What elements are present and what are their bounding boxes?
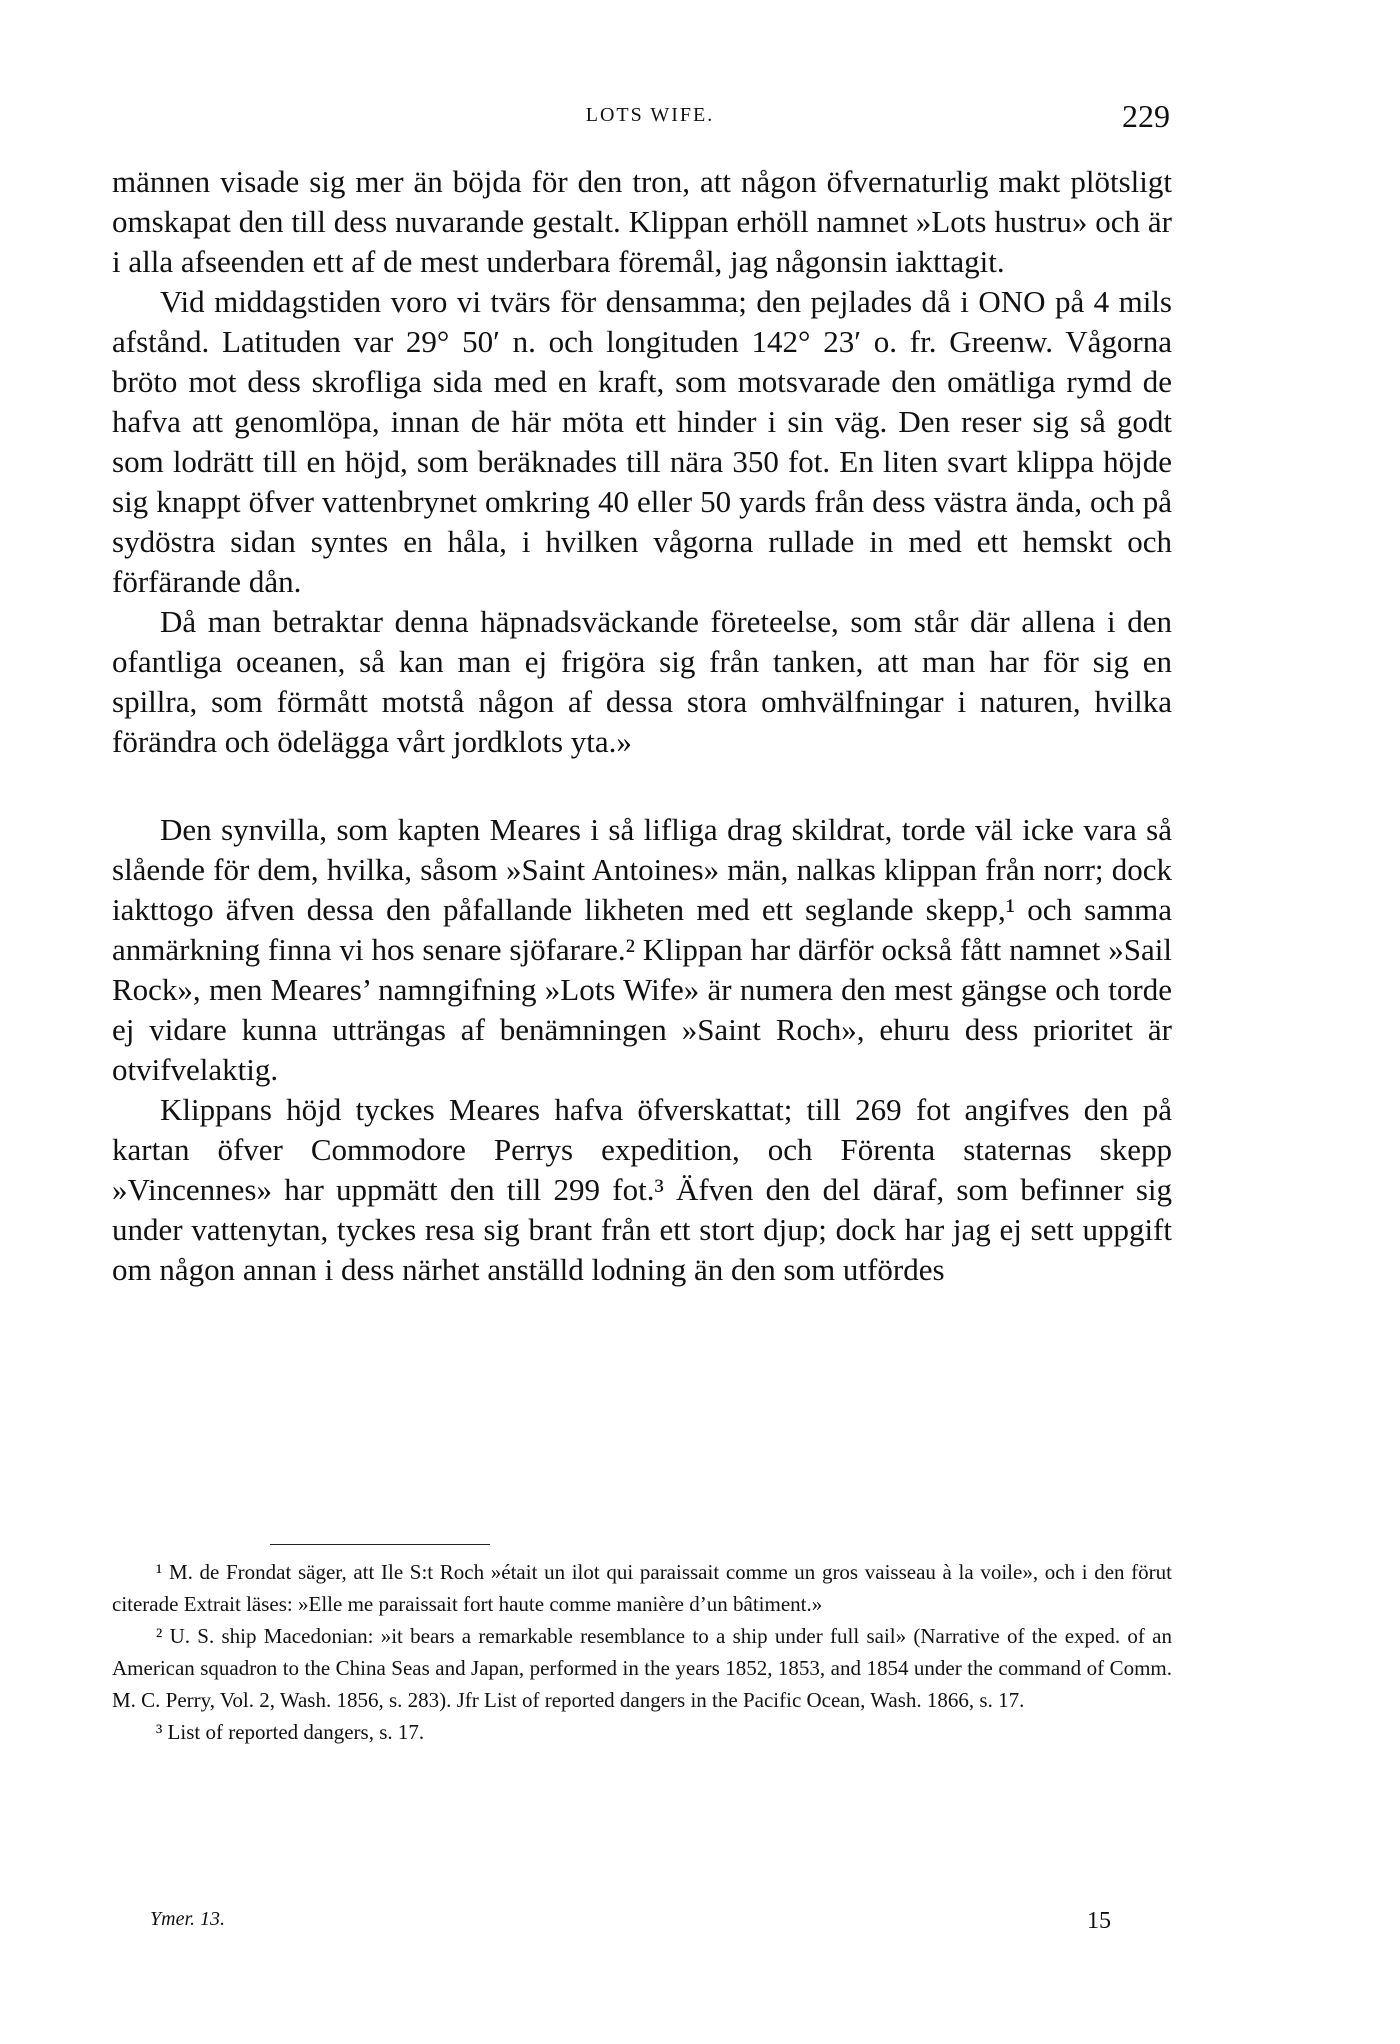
body-text: [112, 162, 1172, 1290]
paragraph: Vid middagstiden voro vi tvärs för densamma; den pejlades då i ONO på 4 mils afstånd. Latituden var 29° 50′ n. och longituden 142° 23′ o. fr. Greenw. Vågorna bröto mot dess skrofliga sida med en kraft, som motsvarade den omätliga rymd de hafva att genomlöpa, innan de här möta ett hinder i sin väg. Den reser sig så godt som lodrätt till en höjd, som beräknades till nära 350 fot. En liten svart klippa höjde sig knappt öfver vattenbrynet omkring 40 eller 50 yards från dess västra ända, och på sydöstra sidan syntes en håla, i hvilken vågorna rullade in med ett hemskt och förfärande dån.: [112, 284, 1172, 599]
page-header: [130, 98, 1170, 138]
paragraph: Klippans höjd tyckes Meares hafva öfverskattat; till 269 fot angifves den på kartan öfver Commodore Perrys expedition, och Förenta staternas skepp »Vincennes» har uppmätt den till 299 fot.³ Äfven den del däraf, som befinner sig under vattenytan, tyckes resa sig brant från ett stort djup; dock har jag ej sett uppgift om någon annan i dess närhet anställd lodning än den som utfördes: [112, 1092, 1172, 1287]
paragraph: Då man betraktar denna häpnadsväckande företeelse, som står där allena i den ofantliga oceanen, så kan man ej frigöra sig från tanken, att man har för sig en spillra, som förmått motstå någon af dessa stora omhvälfningar i naturen, hvilka förändra och ödelägga vårt jordklots yta.»: [112, 604, 1172, 759]
section-gap: [112, 762, 1172, 810]
sheet-number: 15: [1087, 1908, 1111, 1934]
running-title: LOTS WIFE.: [585, 104, 715, 126]
signature-line: [112, 1908, 1172, 1940]
footnotes: [112, 1556, 1172, 1748]
footnote-2: ² U. S. ship Macedonian: »it bears a remarkable resemblance to a ship under full sail» (Narrative of the exped. of an American squadron to the China Seas and Japan, performed in the years 1852, 1853, and 1854 under the command of Comm. M. C. Perry, Vol. 2, Wash. 1856, s. 283). Jfr List of reported dangers in the Pacific Ocean, Wash. 1866, s. 17.: [112, 1624, 1172, 1712]
paragraph-continuation: männen visade sig mer än böjda för den tron, att någon öfvernaturlig makt plötsligt omskapat den till dess nuvarande gestalt. Klippan erhöll namnet »Lots hustru» och är i alla afseenden ett af de mest underbara föremål, jag någonsin iakttagit.: [112, 164, 1172, 279]
footnote-rule: [270, 1544, 490, 1545]
footnote-1: ¹ M. de Frondat säger, att Ile S:t Roch »était un ilot qui paraissait comme un gros vaisseau à la voile», och i den förut citerade Extrait läses: »Elle me paraissait fort haute comme manière d’un bâtiment.»: [112, 1560, 1172, 1616]
paragraph: Den synvilla, som kapten Meares i så lifliga drag skildrat, torde väl icke vara så slående för dem, hvilka, såsom »Saint Antoines» män, nalkas klippan från norr; dock iakttogo äfven dessa den påfallande likheten med ett seglande skepp,¹ och samma anmärkning finna vi hos senare sjöfarare.² Klippan har därför också fått namnet »Sail Rock», men Meares’ namngifning »Lots Wife» är numera den mest gängse och torde ej vidare kunna utträngas af benämningen »Saint Roch», ehuru dess prioritet är otvifvelaktig.: [112, 812, 1172, 1087]
journal-signature: Ymer. 13.: [150, 1908, 226, 1930]
footnote-3: ³ List of reported dangers, s. 17.: [156, 1720, 425, 1744]
page-number: 229: [1122, 98, 1170, 134]
